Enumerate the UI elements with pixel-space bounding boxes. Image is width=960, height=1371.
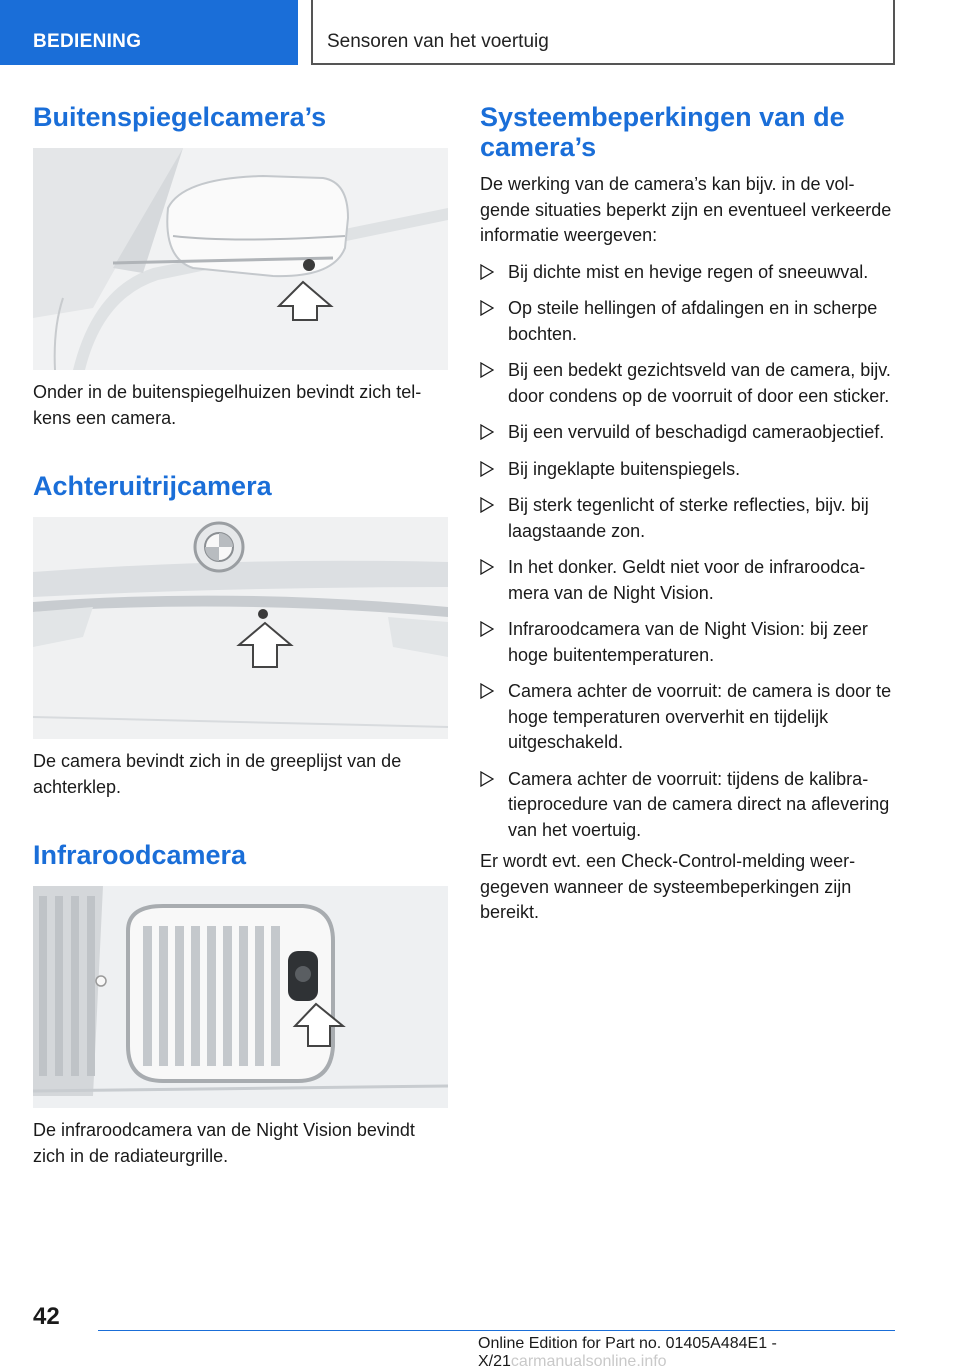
section-label: BEDIENING [33, 31, 142, 52]
list-item: In het donker. Geldt niet voor de infraroodcamera van de Night Vision. [480, 555, 895, 606]
list-item: Infraroodcamera van de Night Vision: bij zeer hoge buitentemperaturen. [480, 617, 895, 668]
list-triangle-icon [480, 300, 494, 316]
heading-mirror-cameras: Buitenspiegelcamera’s [33, 102, 327, 132]
outro-paragraph: Er wordt evt. een Check-Control-melding weergegeven wanneer de systeembeperkingen zijn bereikt. [480, 851, 856, 922]
right-column [480, 102, 895, 926]
caption-infrared-camera: De infraroodcamera van de Night Vision bevindt zich in de radiateurgrille. [33, 1120, 415, 1166]
section-tab [0, 0, 298, 65]
heading-system-limits: Systeembeperkingen van de camera’s [480, 102, 845, 162]
left-column [33, 102, 448, 1169]
rear-camera-illustration [33, 517, 448, 739]
limitations-list [480, 260, 895, 844]
caption-rear-camera: De camera bevindt zich in de greeplijst van de achterklep. [33, 751, 402, 797]
intro-paragraph: De werking van de camera’s kan bijv. in de volgende situaties beperkt zijn en eventueel verkeerde informatie weergeven: [480, 174, 892, 245]
chapter-title-box [311, 0, 895, 65]
watermark-text: carmanualsonline.info [510, 1353, 667, 1370]
heading-infrared-camera: Infraroodcamera [33, 840, 247, 870]
list-item: Bij een vervuild of beschadigd cameraobjectief. [480, 420, 895, 446]
list-item: Op steile hellingen of afdalingen en in scherpe bochten. [480, 296, 895, 347]
list-item: Camera achter de voorruit: tijdens de kalibratieprocedure van de camera direct na aflevering van het voertuig. [480, 767, 895, 844]
list-triangle-icon [480, 461, 494, 477]
footer-rule [98, 1330, 895, 1331]
infrared-camera-illustration [33, 886, 448, 1108]
list-triangle-icon [480, 424, 494, 440]
list-triangle-icon [480, 559, 494, 575]
chapter-title: Sensoren van het voertuig [327, 31, 549, 52]
list-item: Camera achter de voorruit: de camera is door te hoge temperaturen oververhit en tijdelijk uitgeschakeld. [480, 679, 895, 756]
list-item: Bij een bedekt gezichtsveld van de camera, bijv. door condens op de voorruit of door een sticker. [480, 358, 895, 409]
heading-rear-camera: Achteruitrijcamera [33, 471, 272, 501]
list-item: Bij sterk tegenlicht of sterke reflecties, bijv. bij laagstaande zon. [480, 493, 895, 544]
list-triangle-icon [480, 771, 494, 787]
list-triangle-icon [480, 497, 494, 513]
footer-edition-line [478, 1335, 960, 1371]
caption-mirror-cameras: Onder in de buitenspiegelhuizen bevindt zich telkens een camera. [33, 382, 422, 428]
list-item: Bij ingeklapte buitenspiegels. [480, 457, 895, 483]
list-item: Bij dichte mist en hevige regen of sneeuwval. [480, 260, 895, 286]
list-triangle-icon [480, 362, 494, 378]
list-triangle-icon [480, 621, 494, 637]
list-triangle-icon [480, 683, 494, 699]
edition-text: Online Edition for Part no. 01405A484E1 - X/21 [478, 1335, 777, 1370]
page-number: 42 [33, 1303, 60, 1330]
list-triangle-icon [480, 264, 494, 280]
mirror-camera-illustration [33, 148, 448, 370]
